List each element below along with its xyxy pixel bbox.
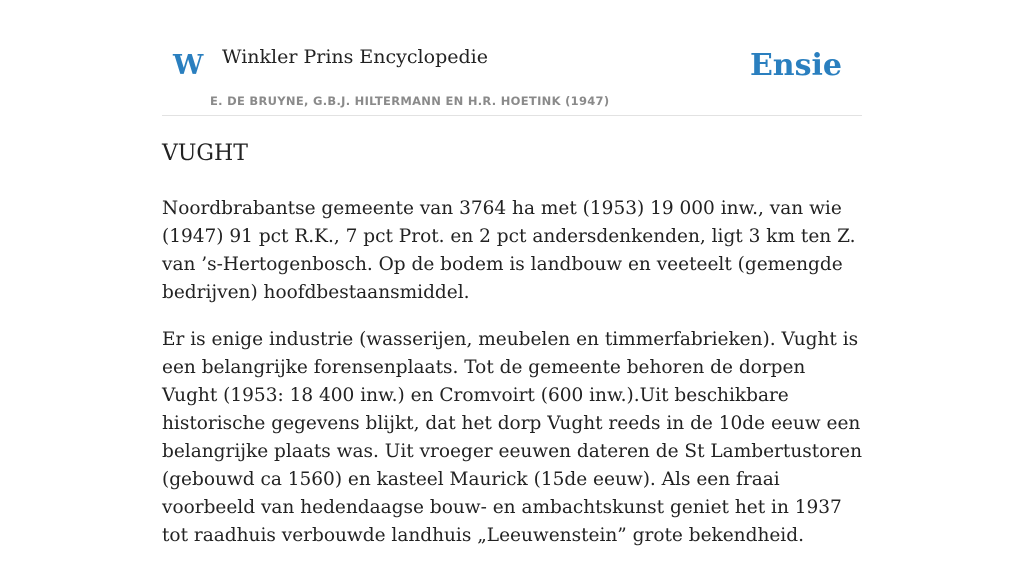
header [162, 40, 862, 116]
publication-title[interactable]: Winkler Prins Encyclopedie [222, 46, 488, 68]
publication-logo-icon[interactable]: W [173, 50, 204, 81]
brand-logo[interactable]: Ensie [749, 48, 842, 83]
article-headword: VUGHT [162, 141, 248, 166]
article [162, 140, 862, 569]
publication-authors: E. DE BRUYNE, G.B.J. HILTERMANN EN H.R. HOETINK (1947) [210, 94, 610, 108]
article-paragraph: Noordbrabantse gemeente van 3764 ha met (1953) 19 000 inw., van wie (1947) 91 pct R.K., 7 pct Prot. en 2 pct andersdenkenden, ligt 3 km ten Z. van ’s-Hertogenbosch. Op de bodem is landbouw en veeteelt (gemengde bedrijven) hoofdbestaansmiddel. [162, 197, 856, 303]
article-paragraph: Er is enige industrie (wasserijen, meubelen en timmerfabrieken). Vught is een belangrijke forensenplaats. Tot de gemeente behoren de dorpen Vught (1953: 18 400 inw.) en Cromvoirt (600 inw.).Uit beschikbare historische gegevens blijkt, dat het dorp Vught reeds in de 10de eeuw een belangrijke plaats was. Uit vroeger eeuwen dateren de St Lambertustoren (gebouwd ca 1560) en kasteel Maurick (15de eeuw). Als een fraai voorbeeld van hedendaagse bouw- en ambachtskunst geniet het in 1937 tot raadhuis verbouwde landhuis „Leeuwenstein” grote bekendheid. [162, 328, 863, 546]
